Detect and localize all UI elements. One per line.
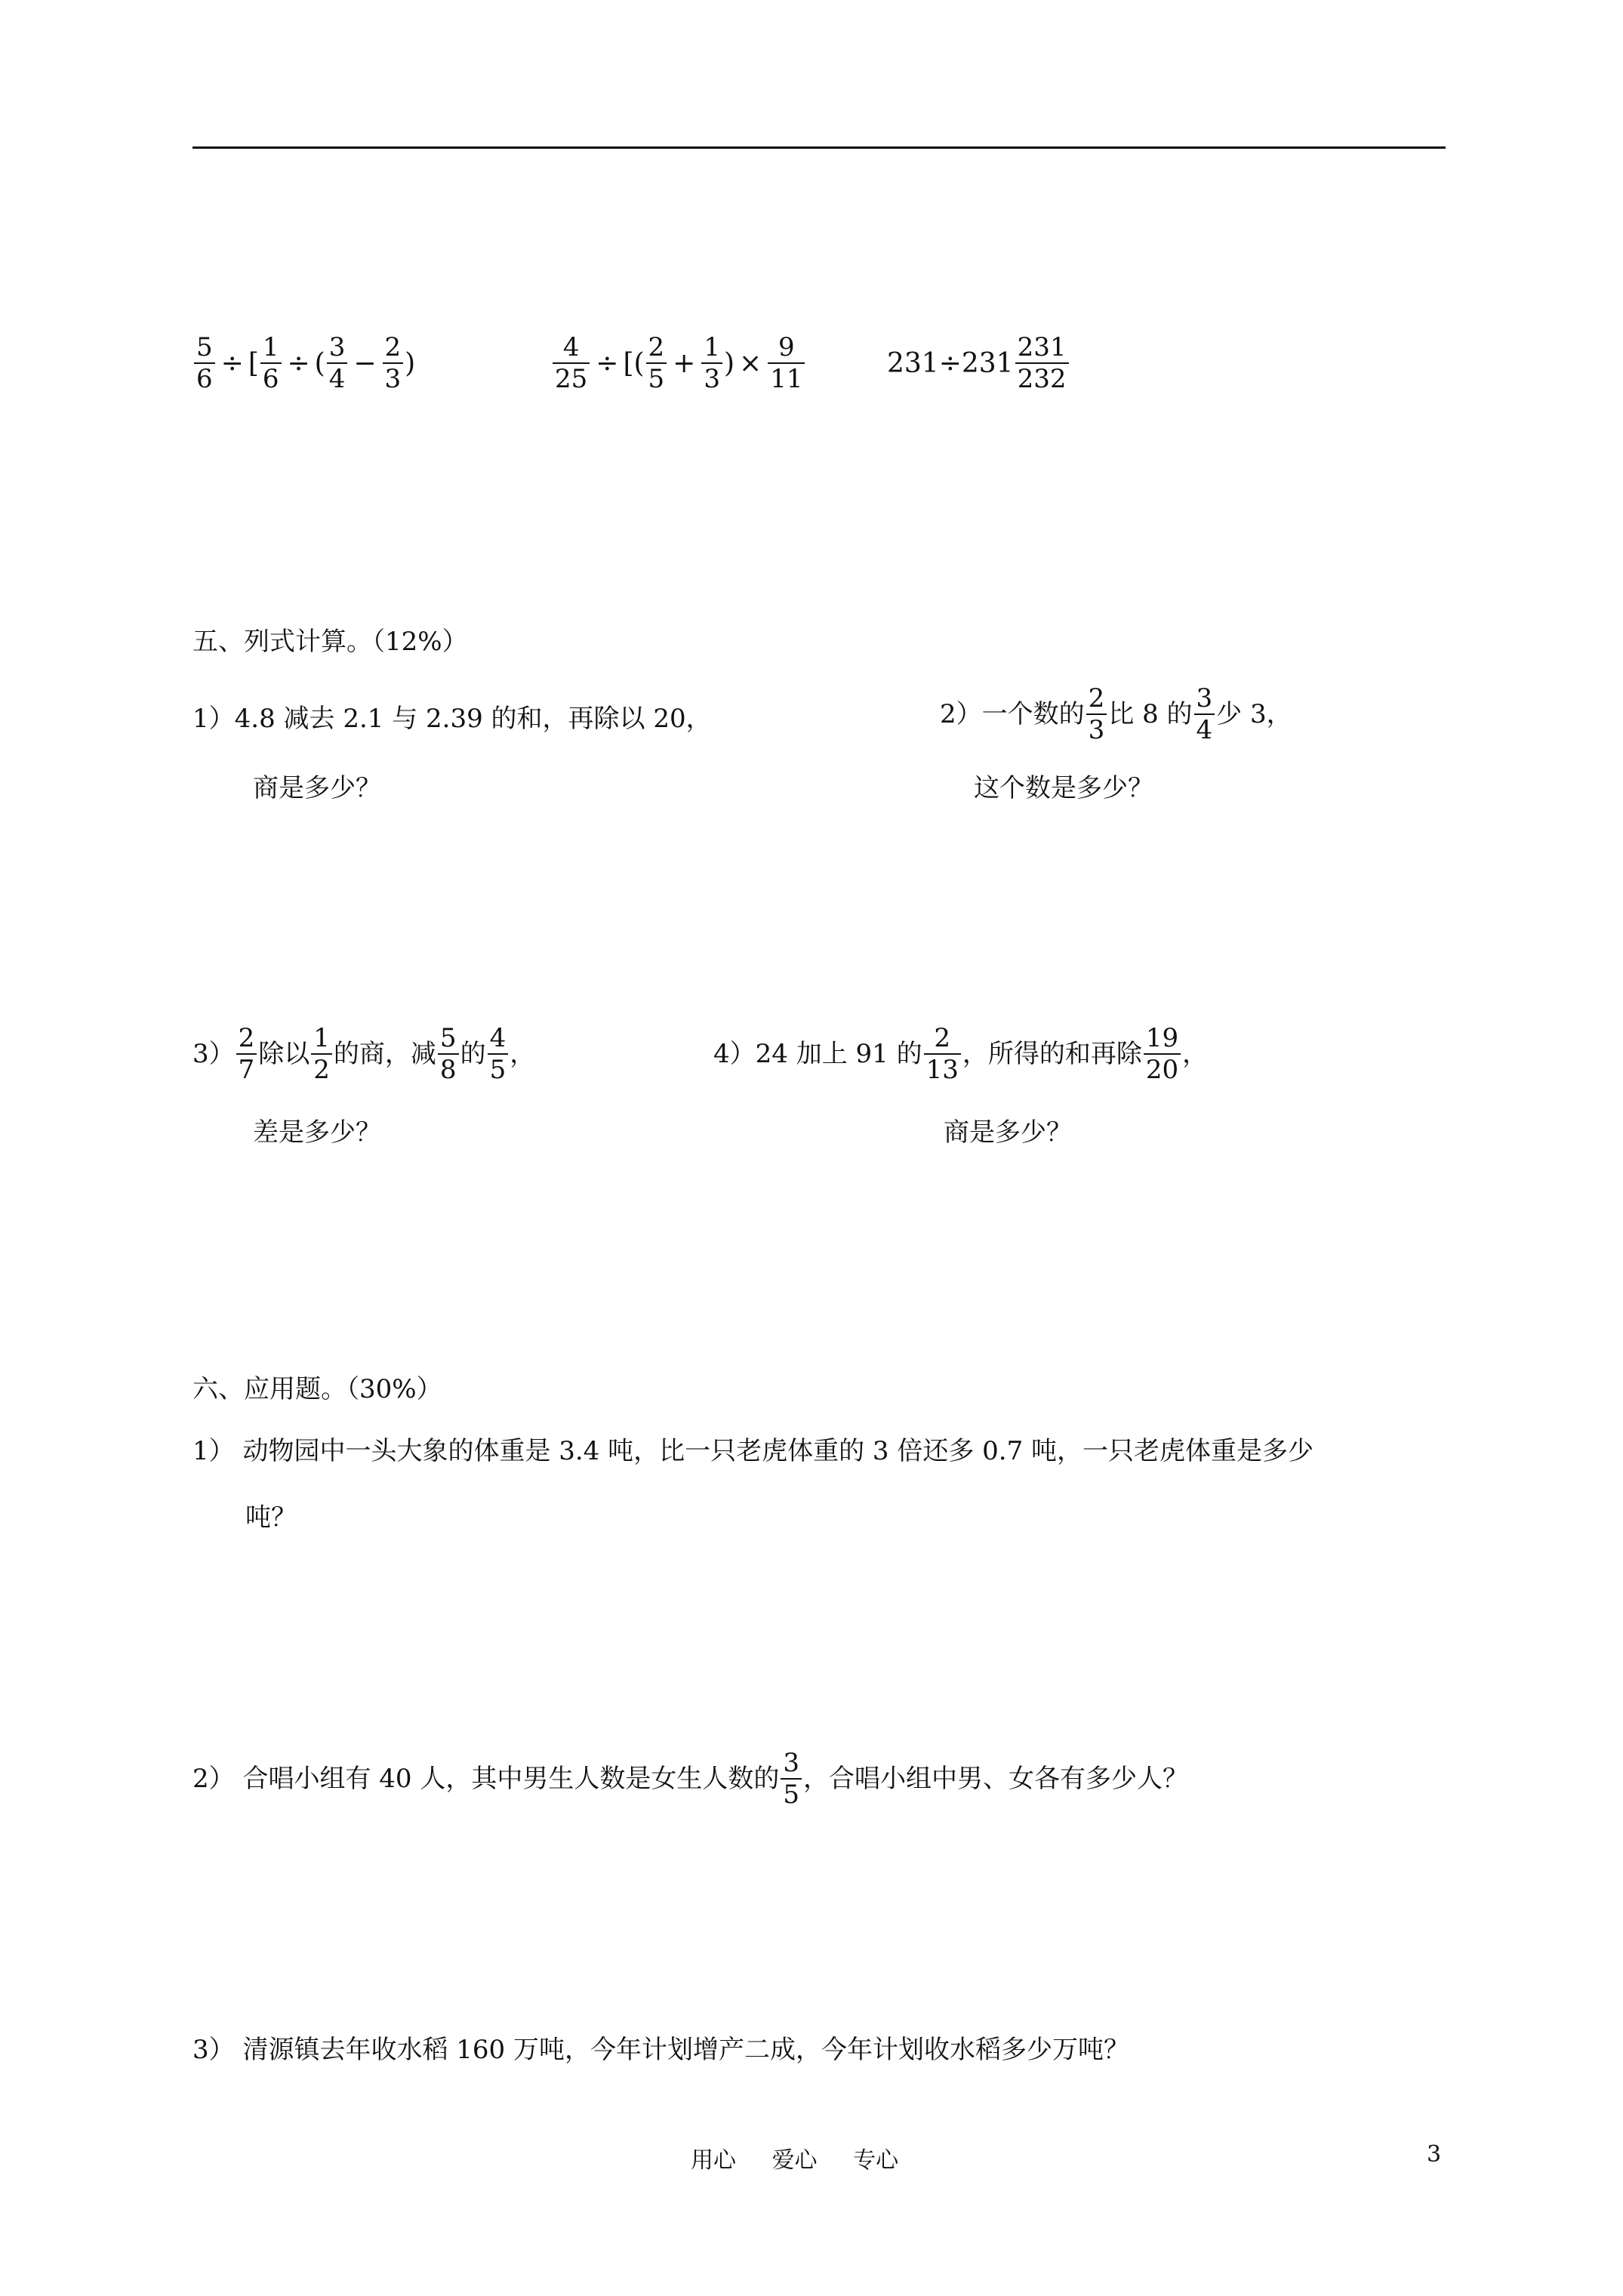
section-5-title: 五、列式计算。（12%） bbox=[192, 627, 468, 657]
header-rule bbox=[192, 146, 1446, 149]
s5-q4-line2: 商是多少？ bbox=[944, 1117, 1072, 1148]
page-number: 3 bbox=[1427, 2141, 1442, 2168]
fraction: $\frac{231}{232}$ bbox=[1015, 332, 1069, 394]
fraction: $\frac{1}{6}$ bbox=[260, 332, 282, 394]
fraction: $\frac{2}{7}$ bbox=[236, 1023, 257, 1085]
s5-q2-line1: 2）一个数的 $\frac{2}{3}$ 比 8 的 $\frac{3}{4}$ 少 3， bbox=[940, 683, 1292, 745]
s5-q4-line1: 4）24 加上 91 的 $\frac{2}{13}$ ，所得的和再除 $\frac{19}{20}$ ， bbox=[713, 1023, 1209, 1085]
fraction: $\frac{3}{4}$ bbox=[1194, 683, 1215, 745]
expression-1: $\frac{5}{6}$ ÷ [ $\frac{1}{6}$ ÷ ( $\frac{3}{4}$ − $\frac{2}{3}$ ) bbox=[192, 332, 415, 394]
fraction: $\frac{2}{5}$ bbox=[646, 332, 667, 394]
s5-q2-line2: 这个数是多少？ bbox=[974, 773, 1153, 803]
s6-q1-line1: 1） 动物园中一头大象的体重是 3.4 吨，比一只老虎体重的 3 倍还多 0.7 吨，一只老虎体重是多少 bbox=[192, 1436, 1314, 1466]
s6-q3-line1: 3） 清源镇去年收水稻 160 万吨，今年计划增产二成，今年计划收水稻多少万吨？ bbox=[192, 2035, 1129, 2065]
s6-q1-line2: 吨？ bbox=[245, 1502, 297, 1533]
fraction: $\frac{5}{6}$ bbox=[194, 332, 215, 394]
fraction: $\frac{9}{11}$ bbox=[768, 332, 805, 394]
s5-q1-line1: 1）4.8 减去 2.1 与 2.39 的和，再除以 20， bbox=[192, 704, 712, 734]
footer bbox=[691, 2141, 927, 2174]
fraction: $\frac{3}{5}$ bbox=[781, 1748, 802, 1810]
fraction: $\frac{1}{3}$ bbox=[701, 332, 722, 394]
footer-text-1: 用心 bbox=[691, 2147, 736, 2174]
expression-3: 231÷231 $\frac{231}{232}$ bbox=[887, 332, 1070, 394]
fraction: $\frac{3}{4}$ bbox=[327, 332, 348, 394]
fraction: $\frac{5}{8}$ bbox=[438, 1023, 459, 1085]
footer-text-2: 爱心 bbox=[771, 2147, 818, 2174]
fraction: $\frac{4}{5}$ bbox=[488, 1023, 509, 1085]
fraction: $\frac{19}{20}$ bbox=[1144, 1023, 1181, 1085]
s6-q2-line1: 2） 合唱小组有 40 人，其中男生人数是女生人数的 $\frac{3}{5}$ ，合唱小组中男、女各有多少人？ bbox=[192, 1748, 1188, 1810]
fraction: $\frac{2}{3}$ bbox=[383, 332, 404, 394]
fraction: $\frac{2}{3}$ bbox=[1086, 683, 1107, 745]
expression-2: $\frac{4}{25}$ ÷ [ ( $\frac{2}{5}$ + $\frac{1}{3}$ ) × $\frac{9}{11}$ bbox=[551, 332, 806, 394]
fraction: $\frac{2}{13}$ bbox=[924, 1023, 961, 1085]
s5-q3-line1: 3） $\frac{2}{7}$ 除以 $\frac{1}{2}$ 的商，减 $\frac{5}{8}$ 的 $\frac{4}{5}$ ， bbox=[192, 1023, 536, 1085]
footer-text-3: 专心 bbox=[853, 2147, 899, 2174]
s5-q1-line2: 商是多少？ bbox=[253, 773, 381, 803]
section-6-title: 六、应用题。（30%） bbox=[192, 1374, 442, 1404]
fraction: $\frac{4}{25}$ bbox=[553, 332, 590, 394]
s5-q3-line2: 差是多少？ bbox=[253, 1117, 381, 1148]
fraction: $\frac{1}{2}$ bbox=[311, 1023, 332, 1085]
